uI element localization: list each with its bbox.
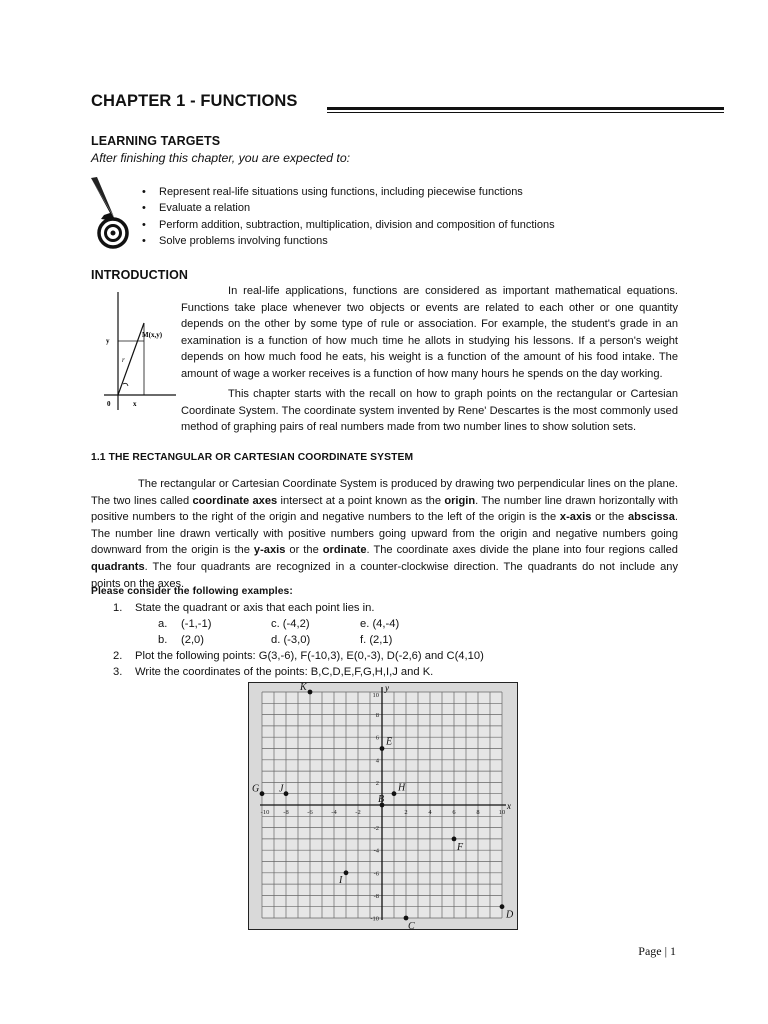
- x-tick-label: -10: [260, 809, 270, 816]
- y-tick-label: -4: [373, 847, 379, 855]
- title-rule-thin: [327, 112, 724, 113]
- target-arrow-icon: [88, 175, 134, 251]
- point-label-E: E: [386, 736, 393, 748]
- y-tick-label: 6: [375, 734, 379, 742]
- figure-point-label: M(x,y): [142, 331, 163, 339]
- intro-paragraph-1: In real-life applications, functions are considered as important mathematical equations. Functions take place whenever two objects or events are related to each other or one quantity depends on the other by some type of rule or association. For example, the student's grade in an examination is a function of how much time he allots in studying his lessons. If a person's weight depends on how much food he eats, his weight is a function of the amount of his food intake. The amount of wage a worker receives is a function of how many hours he spends on the day working.: [181, 285, 678, 380]
- y-tick-label: -8: [373, 892, 379, 900]
- example-row-a-label: a.: [158, 618, 168, 630]
- point-label-F: F: [457, 841, 464, 853]
- example-row-a-point3: e. (4,-4): [360, 618, 400, 630]
- example-1-text: State the quadrant or axis that each point lies in.: [135, 602, 375, 614]
- example-row-a-point2: c. (-4,2): [271, 618, 310, 630]
- example-row-b-point1: (2,0): [181, 634, 205, 646]
- point-label-B: B: [378, 794, 385, 805]
- point-D: [500, 904, 505, 909]
- x-axis-label: x: [507, 801, 511, 811]
- example-2-number: 2.: [113, 650, 123, 662]
- x-tick-label: 6: [452, 809, 456, 816]
- learning-targets-subtitle: After finishing this chapter, you are expected to:: [91, 151, 351, 165]
- point-G: [260, 791, 265, 796]
- x-tick-label: -4: [331, 809, 337, 816]
- example-2-text: Plot the following points: G(3,-6), F(-10,3), E(0,-3), D(-2,6) and C(4,10): [135, 650, 484, 662]
- list-item: • Perform addition, subtraction, multiplication, division and composition of functions: [142, 217, 555, 233]
- point-label-D: D: [506, 909, 514, 921]
- x-tick-label: 4: [428, 809, 432, 816]
- section-1-1-paragraph: The rectangular or Cartesian Coordinate System is produced by drawing two perpendicular lines on the plane. The two lines called coordinate axes intersect at a point known as the origin. The number line drawn horizontally with positive numbers to the right of the origin and negative numbers to the left of the origin is the x-axis or the abscissa. The number line drawn vertically with positive numbers going upward from the origin and negative numbers going downward from the origin is the y-axis or the ordinate. The coordinate axes divide the plane into four regions called quadrants. The four quadrants are recognized in a counter-clockwise direction. The quadrants do not include any points on the axes.: [91, 478, 678, 590]
- point-label-J: J: [279, 783, 284, 795]
- y-tick-label: 2: [375, 779, 379, 787]
- introduction-heading: INTRODUCTION: [91, 268, 189, 282]
- point-F: [452, 837, 457, 842]
- example-row-b-label: b.: [158, 634, 168, 646]
- page-number: Page | 1: [638, 944, 676, 958]
- point-label-K: K: [300, 682, 307, 693]
- point-label-C: C: [408, 921, 415, 930]
- x-tick-label: 10: [498, 809, 506, 816]
- example-row-b-point2: d. (-3,0): [271, 634, 311, 646]
- vector-figure: [102, 288, 178, 416]
- x-tick-label: 8: [476, 809, 480, 816]
- figure-origin-label: 0: [107, 400, 111, 408]
- y-tick-label: -10: [370, 915, 379, 923]
- point-C: [404, 916, 409, 921]
- learning-targets-list: [142, 184, 555, 249]
- y-tick-label: 10: [372, 692, 379, 699]
- list-item: • Solve problems involving functions: [142, 233, 555, 249]
- example-1-number: 1.: [113, 602, 123, 614]
- y-axis-label: y: [385, 683, 389, 693]
- learning-targets-heading: LEARNING TARGETS: [91, 134, 221, 148]
- x-tick-label: 2: [404, 809, 408, 816]
- point-K: [308, 690, 313, 695]
- section-1-1-heading: 1.1 THE RECTANGULAR OR CARTESIAN COORDINATE SYSTEM: [91, 452, 414, 463]
- intro-paragraph-2: This chapter starts with the recall on how to graph points on the rectangular or Cartesian Coordinate System. The coordinate system invented by Rene' Descartes is the most commonly used method of graphing pairs of real numbers made from two number lines to show solution sets.: [181, 388, 678, 434]
- y-tick-label: 4: [375, 757, 379, 765]
- y-tick-label: -6: [373, 870, 379, 878]
- example-3-number: 3.: [113, 666, 123, 678]
- example-row-b-point3: f. (2,1): [360, 634, 393, 646]
- chapter-title: CHAPTER 1 - FUNCTIONS: [91, 92, 298, 110]
- figure-x-label: x: [133, 400, 137, 408]
- list-item: • Represent real-life situations using functions, including piecewise functions: [142, 184, 555, 200]
- list-item: • Evaluate a relation: [142, 200, 555, 216]
- point-label-G: G: [252, 783, 260, 795]
- point-E: [380, 746, 385, 751]
- example-row-a-point1: (-1,-1): [181, 618, 212, 630]
- point-J: [284, 791, 289, 796]
- point-label-H: H: [398, 782, 406, 794]
- x-tick-label: -8: [283, 809, 289, 816]
- x-tick-label: -6: [307, 809, 313, 816]
- y-tick-label: 8: [375, 712, 379, 720]
- point-H: [392, 791, 397, 796]
- point-label-I: I: [339, 874, 343, 886]
- figure-y-label: y: [106, 337, 110, 345]
- example-3-text: Write the coordinates of the points: B,C,D,E,F,G,H,I,J and K.: [135, 666, 434, 678]
- x-tick-label: -2: [355, 809, 361, 816]
- point-I: [344, 870, 349, 875]
- coordinate-plane-chart: [248, 682, 518, 930]
- title-rule: [327, 107, 724, 110]
- examples-heading: Please consider the following examples:: [91, 586, 293, 597]
- y-tick-label: -2: [373, 825, 379, 833]
- figure-r-label: r: [122, 356, 125, 364]
